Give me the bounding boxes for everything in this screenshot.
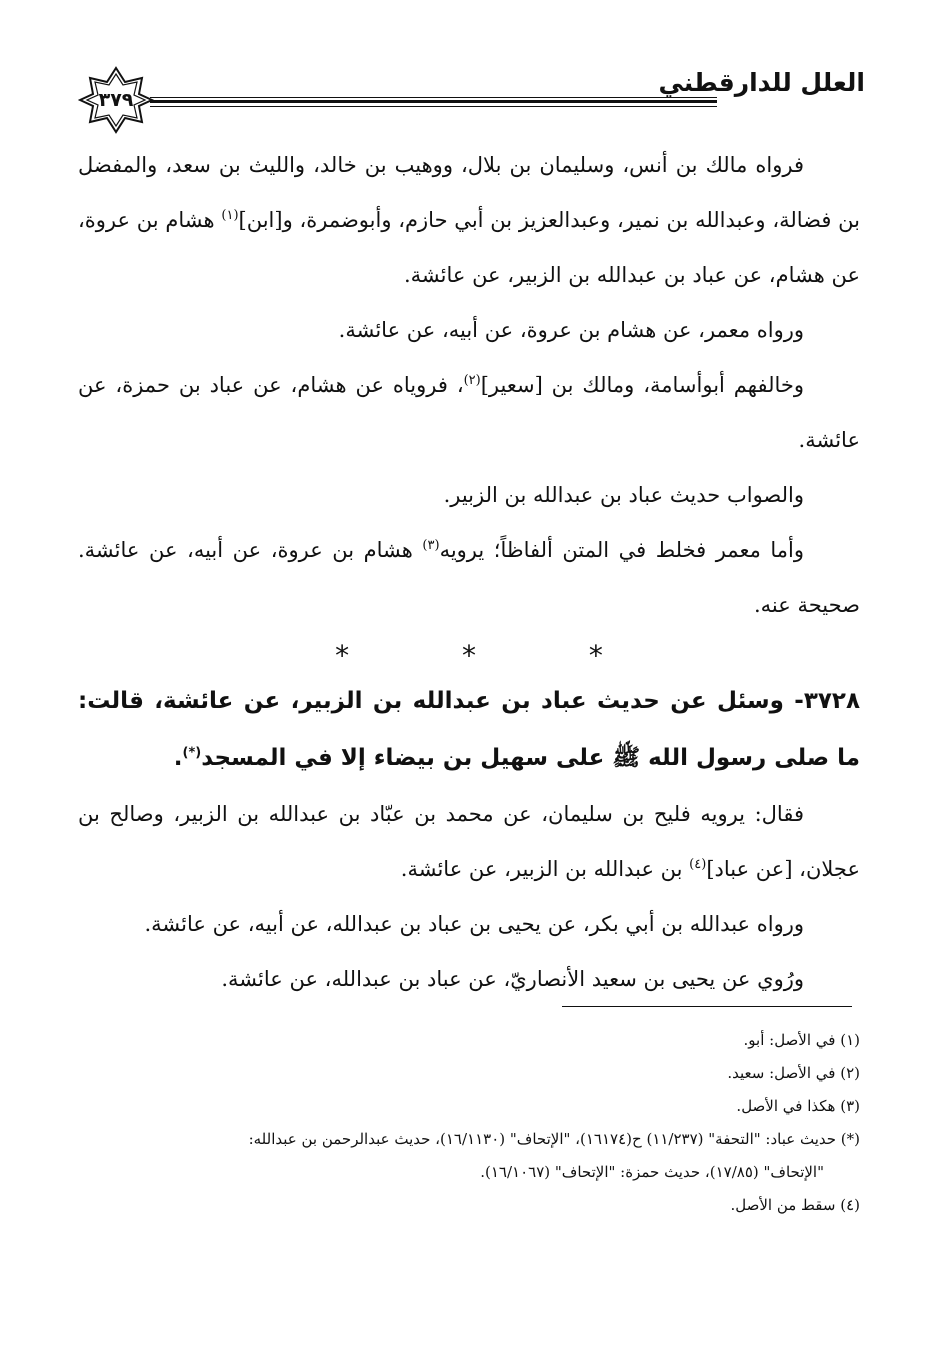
footnotes [78, 1024, 860, 1222]
footnote-ref: (٤) [689, 857, 707, 872]
paragraph: ورواه معمر، عن هشام بن عروة، عن أبيه، عن عائشة. [338, 318, 804, 342]
paragraph: وأما معمر فخلط في المتن ألفاظاً؛ يرويه$^{(٣)}$ هشام بن عروة، عن أبيه، عن عائشة. صحيحة عنه. [78, 538, 860, 617]
footnote-ref: (٣) [422, 538, 440, 553]
page-number-badge [78, 66, 154, 134]
paragraph: ورواه عبدالله بن أبي بكر، عن يحيى بن عباد بن عبدالله، عن أبيه، عن عائشة. [144, 912, 804, 936]
footnote: (١) في الأصل: أبو. [743, 1031, 860, 1049]
paragraph: والصواب حديث عباد بن عبدالله بن الزبير. [443, 483, 804, 507]
main-text [78, 138, 860, 1007]
paragraph: فقال: يرويه فليح بن سليمان، عن محمد بن عبّاد بن عبدالله بن الزبير، وصالح بن عجلان، [عن عباد]$^{(٤)}$ بن عبدالله بن الزبير، عن عائشة. [78, 802, 860, 881]
footnote: (٣) هكذا في الأصل. [736, 1097, 860, 1115]
question-heading: ٣٧٢٨- وسئل عن حديث عباد بن عبدالله بن الزبير، عن عائشة، قالت: ما صلى رسول الله ﷺ على سهيل بن بيضاء إلا في المسجد(*). [78, 688, 860, 771]
page-number: ٣٧٩ [98, 89, 134, 111]
paragraph: فرواه مالك بن أنس، وسليمان بن بلال، ووهيب بن خالد، والليث بن سعد، والمفضل بن فضالة، وعبدالله بن نمير، وعبدالعزيز بن أبي حازم، وأبوضمرة، و[ابن]$^{(١)}$ هشام بن عروة، عن هشام، عن عباد بن عبدالله بن الزبير، عن عائشة. [78, 153, 860, 287]
header-rule [150, 97, 717, 107]
footnote-ref: (٢) [463, 373, 481, 388]
footnote: (٤) سقط من الأصل. [730, 1196, 860, 1214]
section-divider-stars: * * * [335, 639, 655, 672]
paragraph: وخالفهم أبوأسامة، ومالك بن [سعير]$^{(٢)}$، فروياه عن هشام، عن عباد بن حمزة، عن عائشة. [78, 373, 860, 452]
footnote: (٢) في الأصل: سعيد. [727, 1064, 860, 1082]
footnote-ref: (*) [182, 745, 202, 761]
footnote-continuation: "الإتحاف" (١٧/٨٥)، حديث حمزة: "الإتحاف" (١٦/١٠٦٧). [480, 1163, 824, 1181]
paragraph: ورُوي عن يحيى بن سعيد الأنصاريّ، عن عباد بن عبدالله، عن عائشة. [221, 967, 804, 991]
footnote: (*) حديث عباد: "التحفة" (١١/٢٣٧) ح(١٦١٧٤)، "الإتحاف" (١٦/١١٣٠)، حديث عبدالرحمن بن عبدالله: [248, 1130, 860, 1148]
footnote-ref: (١) [221, 208, 239, 223]
running-header-title: العلل للدارقطني [658, 68, 865, 97]
footnote-separator [562, 1006, 852, 1007]
